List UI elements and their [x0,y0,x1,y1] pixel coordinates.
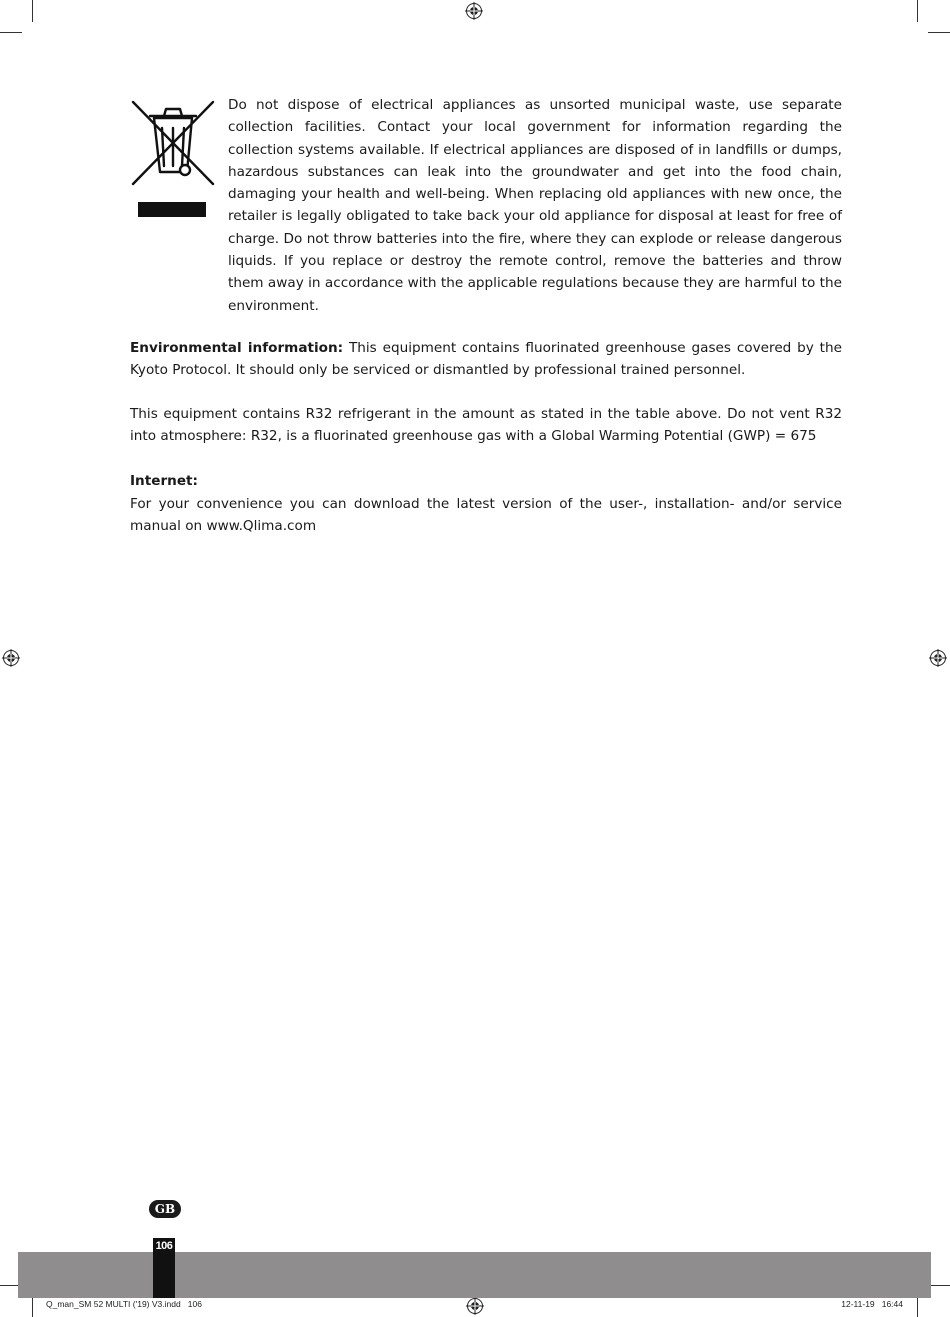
registration-mark-icon [929,649,947,667]
internet-heading: Internet: [130,473,198,489]
weee-disposal-notice: Do not dispose of electrical appliances as unsorted municipal waste, use separate collection facilities. Contact your local government for information regarding the collection systems available. If electrical appliances are disposed of in landfills or dumps, hazardous substances can leak into the groundwater and get into the food chain, damaging your health and well-being. When replacing old appliances with new once, the retailer is legally obligated to take back your old appliance for disposal at least for free of charge. Do not throw batteries into the fire, where they can explode or release dangerous liquids. If you replace or destroy the remote control, remove the batteries and throw them away in accordance with the applicable regulations because they are harmful to the environment. [228,97,842,314]
language-badge: GB [149,1200,181,1218]
crop-mark [928,1285,950,1286]
file-slug: Q_man_SM 52 MULTI ('19) V3.indd 106 [46,1299,202,1309]
registration-mark-icon [466,1297,484,1315]
crop-mark [0,32,22,33]
registration-mark-icon [465,2,483,20]
date-slug: 12-11-19 16:44 [841,1299,903,1309]
crossed-out-wheelie-bin-icon [130,98,216,222]
crop-mark [32,1295,33,1317]
environmental-information [130,337,842,382]
crop-mark [917,0,918,22]
internet-text: For your convenience you can download the latest version of the user-, installation- and/or service manual on www.Qlima.com [130,496,842,535]
registration-mark-icon [2,649,20,667]
crop-mark [928,32,950,33]
environmental-text: This equipment contains fluorinated greenhouse gases covered by the Kyoto Protocol. It should only be serviced or dismantled by professional trained personnel. [130,340,842,379]
crop-mark [32,0,33,22]
environmental-heading: Environmental information: [130,340,344,356]
page-number: 106 [155,1240,173,1252]
refrigerant-notice: This equipment contains R32 refrigerant in the amount as stated in the table above. Do not vent R32 into atmosphere: R32, is a fluorinated greenhouse gas with a Global Warming Potential (GWP) = 675 [130,406,842,445]
crop-mark [917,1295,918,1317]
